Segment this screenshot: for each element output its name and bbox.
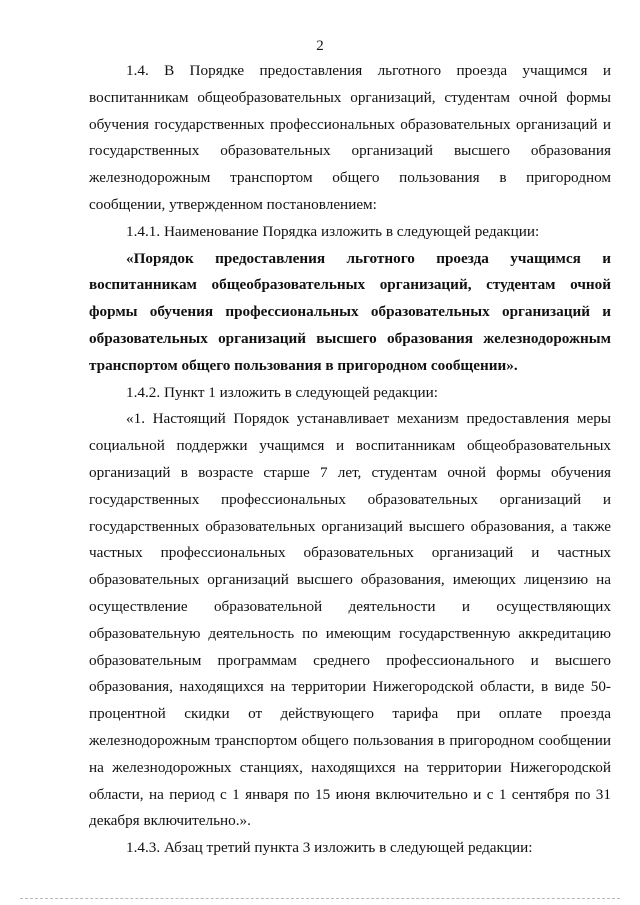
paragraph-1-4-3: 1.4.3. Абзац третий пункта 3 изложить в следующей редакции: xyxy=(126,839,533,857)
new-title-quote: «Порядок предоставления льготного проезда учащимся и воспитанникам общеобразовательных организаций, студентам очной формы обучения профессиональных образовательных организаций и образовательных организаций высшего образования железнодорожным транспортом общего пользования в пригородном сообщении». xyxy=(89,249,611,374)
scan-bottom-edge xyxy=(20,898,620,899)
paragraph-1-4: 1.4. В Порядке предоставления льготного проезда учащимся и воспитанникам общеобразовательных организаций, студентам очной формы обучения государственных профессиональных образовательных организаций и государственных образовательных организаций высшего образования железнодорожным транспортом общего пользования в пригородном сообщении, утвержденном постановлением: xyxy=(89,62,611,213)
document-body xyxy=(89,58,611,862)
point-1-quote: «1. Настоящий Порядок устанавливает механизм предоставления меры социальной поддержки учащимся и воспитанникам общеобразовательных организаций в возрасте старше 7 лет, студентам очной формы обучения государственных профессиональных образовательных организаций и государственных образовательных организаций высшего образования, а также частных профессиональных образовательных организаций и частных образовательных организаций высшего образования, имеющих лицензию на осуществление образовательной деятельности и осуществляющих образовательную деятельность по имеющим государственную аккредитацию образовательным программам среднего профессионального и высшего образования, находящихся на территории Нижегородской области, в виде 50-процентной скидки от действующего тарифа при оплате проезда железнодорожным транспортом общего пользования в пригородном сообщении на железнодорожных станциях, находящихся на территории Нижегородской области, на период с 1 января по 15 июня включительно и с 1 сентября по 31 декабря включительно.». xyxy=(89,410,611,830)
paragraph-1-4-1: 1.4.1. Наименование Порядка изложить в следующей редакции: xyxy=(126,222,540,240)
page-number: 2 xyxy=(316,38,324,54)
paragraph-1-4-2: 1.4.2. Пункт 1 изложить в следующей редакции: xyxy=(126,383,439,401)
